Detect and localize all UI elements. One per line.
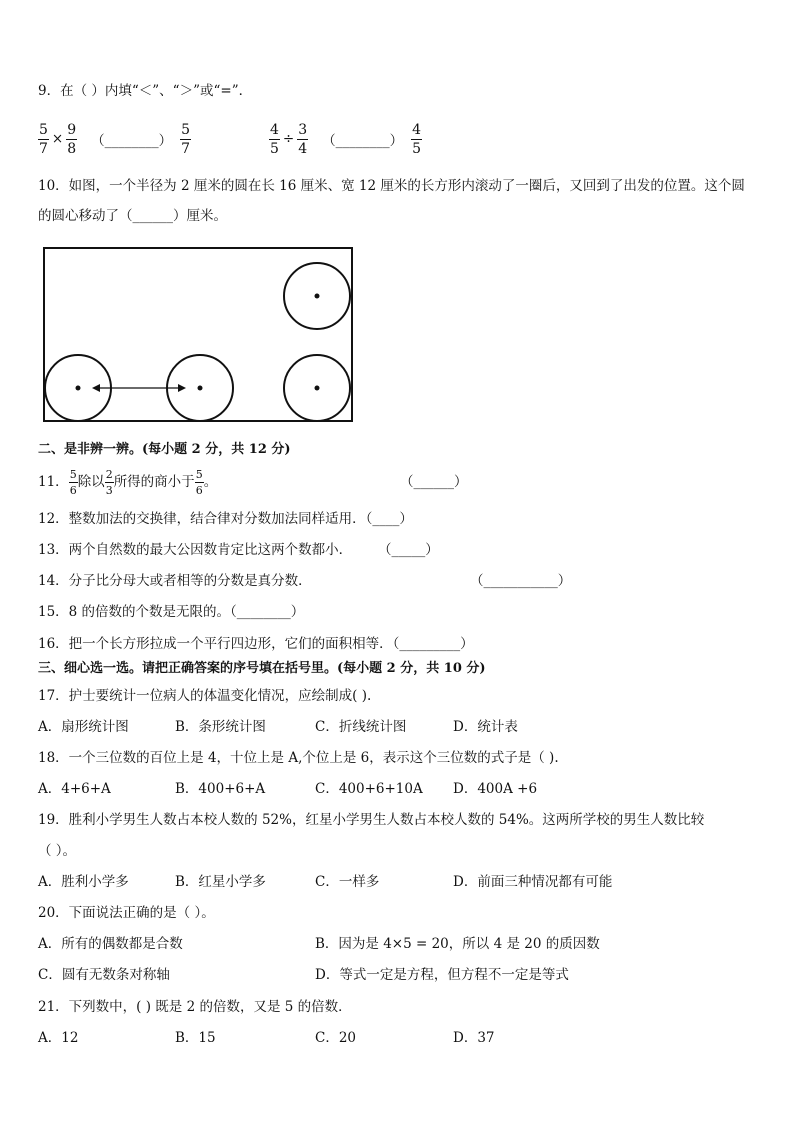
option-d[interactable]: D．37 [453,1030,495,1046]
fraction: $\frac{4}{5}$ [270,121,279,157]
option-a[interactable]: A．胜利小学多 [38,874,129,890]
option-b[interactable]: B．因为是 4×5 = 20，所以 4 是 20 的质因数 [315,936,600,952]
fraction: $\frac{5}{7}$ [39,121,48,157]
fraction: $\frac{5}{6}$ [195,467,203,497]
rectangle-outline [44,248,352,421]
option-a[interactable]: A．12 [38,1030,79,1046]
q13-answer-blank[interactable]: （_____） [378,542,439,558]
q18-stem: 18．一个三位数的百位上是 4，十位上是 A,个位上是 6，表示这个三位数的式子是（ ). [38,750,559,766]
q10-stem-line-2: 的圆心移动了（______）厘米。 [38,208,227,224]
q19-stem-line-2: （ ）。 [38,843,77,859]
option-c[interactable]: C．400+6+10A [315,781,423,797]
section-3-title: 三、细心选一选。请把正确答案的序号填在括号里。(每小题 2 分，共 10 分) [38,661,486,676]
center-dot [315,386,320,391]
center-dot [315,294,320,299]
fraction: $\frac{2}{3}$ [105,467,113,497]
q19-stem-line-1: 19．胜利小学男生人数占本校人数的 52%，红星小学男生人数占本校人数的 54%。这两所学校的男生人数比较 [38,812,705,828]
fraction: $\frac{3}{4}$ [298,121,308,157]
q13-stem: 13．两个自然数的最大公因数肯定比这两个数都小． [38,542,353,558]
option-b[interactable]: B．15 [175,1030,216,1046]
q20-stem: 20．下面说法正确的是（ ）。 [38,905,215,921]
fraction: $\frac{5}{6}$ [69,467,77,497]
option-b[interactable]: B．红星小学多 [175,874,266,890]
q11-stem: 11． $\frac{5}{6}$ 除以 $\frac{2}{3}$ 所得的商小于 $\frac{5}{6}$ 。 [38,467,218,497]
answer-blank[interactable]: （________） [322,133,404,149]
center-dot [198,386,203,391]
arrow-head-left [92,384,100,392]
option-c[interactable]: C．折线统计图 [315,719,407,735]
option-a[interactable]: A．扇形统计图 [38,719,129,735]
q9-expression-2: $\frac{4}{5}$ ÷ $\frac{3}{4}$ （________） $\frac{4}{5}$ [270,121,422,157]
option-c[interactable]: C．20 [315,1030,357,1046]
option-a[interactable]: A．所有的偶数都是合数 [38,936,183,952]
q10-stem-line-1: 10．如图，一个半径为 2 厘米的圆在长 16 厘米、宽 12 厘米的长方形内滚动了一圈后，又回到了出发的位置。这个圆 [38,178,745,194]
section-2-title: 二、是非辨一辨。(每小题 2 分，共 12 分) [38,442,291,457]
q21-stem: 21．下列数中，( ) 既是 2 的倍数，又是 5 的倍数． [38,999,352,1015]
option-a[interactable]: A．4+6+A [38,781,111,797]
option-c[interactable]: C．一样多 [315,874,380,890]
q15-stem: 15．8 的倍数的个数是无限的。（________） [38,604,305,620]
q17-stem: 17．护士要统计一位病人的体温变化情况，应绘制成( ). [38,688,372,704]
q16-stem: 16．把一个长方形拉成一个平行四边形，它们的面积相等．（_________） [38,636,474,652]
option-d[interactable]: D．400A +6 [453,781,538,797]
option-d[interactable]: D．等式一定是方程，但方程不一定是等式 [315,967,569,983]
q12-stem: 12．整数加法的交换律，结合律对分数加法同样适用．（____） [38,511,413,527]
option-b[interactable]: B．400+6+A [175,781,266,797]
q9-expression-1: $\frac{5}{7}$ × $\frac{9}{8}$ （________） $\frac{5}{7}$ [39,121,191,157]
option-d[interactable]: D．统计表 [453,719,518,735]
q14-answer-blank[interactable]: （___________） [470,573,572,589]
option-b[interactable]: B．条形统计图 [175,719,266,735]
q11-answer-blank[interactable]: （______） [400,474,468,490]
option-c[interactable]: C．圆有无数条对称轴 [38,967,170,983]
q9-stem: 9．在（ ）内填“＜”、“＞”或“=”． [38,83,253,99]
fraction: $\frac{5}{7}$ [181,121,191,157]
fraction: $\frac{9}{8}$ [67,121,77,157]
fraction: $\frac{4}{5}$ [412,121,422,157]
center-dot [76,386,81,391]
q14-stem: 14．分子比分母大或者相等的分数是真分数． [38,573,312,589]
arrow-head-right [178,384,186,392]
option-d[interactable]: D．前面三种情况都有可能 [453,874,613,890]
answer-blank[interactable]: （________） [91,133,173,149]
